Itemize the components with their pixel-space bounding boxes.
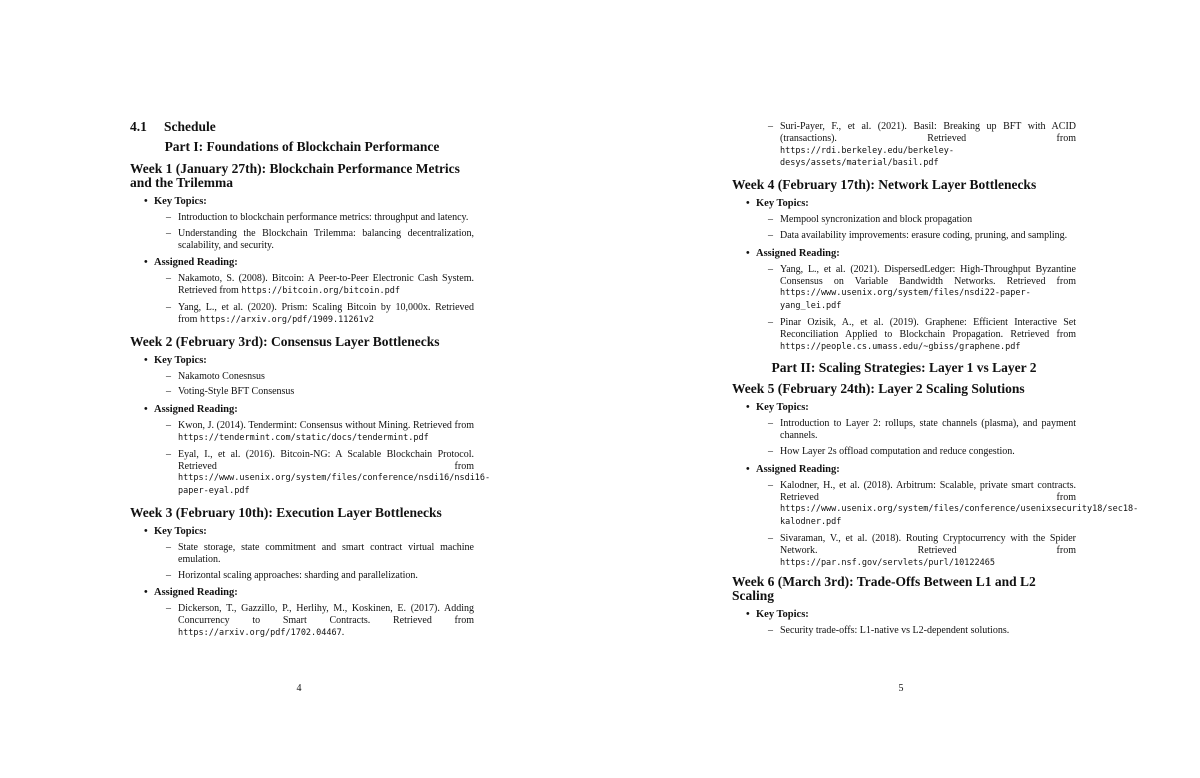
key-topics-group <box>144 526 474 581</box>
week-title: Week 2 (February 3rd): Consensus Layer Bottlenecks <box>130 333 440 349</box>
group-label: Key Topics: <box>154 525 207 537</box>
page-number: 4 <box>296 683 302 694</box>
reading-item <box>166 448 491 498</box>
week-list <box>130 161 491 640</box>
topic-text: Introduction to blockchain performance metrics: throughput and latency. <box>178 212 469 223</box>
bullet-marker: • <box>746 402 750 414</box>
group-label: Key Topics: <box>154 196 207 207</box>
reading-link[interactable]: https://www.usenix.org/system/files/conference/usenixsecurity18/sec18-kalodner.pdf <box>780 504 1139 528</box>
bullet-marker: • <box>144 257 148 269</box>
dash-marker: – <box>768 229 773 241</box>
group-label: Assigned Reading: <box>154 587 238 599</box>
dash-marker: – <box>166 603 171 615</box>
dash-marker: – <box>166 386 171 398</box>
topic-item <box>166 371 474 383</box>
dash-marker: – <box>166 301 171 313</box>
assigned-reading-heading <box>144 404 474 415</box>
topic-text: Mempool syncronization and block propagation <box>780 214 973 226</box>
key-topics-group <box>746 198 1076 242</box>
week-6-block <box>732 575 1076 637</box>
week-block <box>732 178 1076 353</box>
reading-item <box>166 420 474 445</box>
dash-marker: – <box>166 370 171 382</box>
assigned-reading-heading <box>144 257 474 268</box>
reading-list <box>768 121 1076 170</box>
group-label: Assigned Reading: <box>154 404 238 416</box>
dash-marker: – <box>768 445 773 457</box>
reading-citation: Kwon, J. (2014). Tendermint: Consensus without Mining. Retrieved from <box>178 420 474 432</box>
topic-list <box>768 625 1076 637</box>
topic-text: How Layer 2s offload computation and reduce congestion. <box>780 445 1015 457</box>
assigned-reading-group <box>144 587 474 639</box>
reading-citation: Eyal, I., et al. (2016). Bitcoin-NG: A Scalable Blockchain Protocol. Retrieved from <box>178 448 474 472</box>
bullet-marker: • <box>144 196 148 207</box>
topic-text: Security trade-offs: L1-native vs L2-dependent solutions. <box>780 625 1010 637</box>
reading-item <box>166 273 474 298</box>
page-number: 5 <box>898 683 904 694</box>
key-topics-heading <box>746 402 1076 413</box>
dash-marker: – <box>768 121 773 132</box>
dash-marker: – <box>166 227 171 239</box>
reading-item <box>768 264 1076 313</box>
bullet-marker: • <box>144 587 148 599</box>
dash-marker: – <box>768 418 773 430</box>
assigned-reading-group <box>746 248 1076 354</box>
week-title: Week 1 (January 27th): Blockchain Performance Metrics and the Trilemma <box>130 161 460 190</box>
topic-text: Introduction to Layer 2: rollups, state channels (plasma), and payment channels. <box>780 418 1076 442</box>
week-block <box>732 575 1076 637</box>
dash-marker: – <box>166 273 171 285</box>
topic-item <box>768 625 1076 637</box>
group-label: Assigned Reading: <box>154 257 238 269</box>
reading-list <box>166 420 491 498</box>
reading-link[interactable]: https://tendermint.com/static/docs/tendermint.pdf <box>178 432 429 443</box>
bullet-marker: • <box>746 609 750 621</box>
reading-link[interactable]: https://rdi.berkeley.edu/berkeley-desys/assets/material/basil.pdf <box>780 145 954 169</box>
key-topics-heading <box>144 196 474 207</box>
group-label: Assigned Reading: <box>756 463 840 475</box>
page-5 <box>600 0 1200 778</box>
key-topics-heading <box>144 355 474 366</box>
week-block <box>130 506 474 640</box>
topic-item <box>768 418 1076 442</box>
key-topics-group <box>746 402 1076 457</box>
dash-marker: – <box>768 532 773 544</box>
section-heading <box>130 119 474 135</box>
dash-marker: – <box>768 214 773 226</box>
bullet-marker: • <box>746 463 750 475</box>
week-title: Week 3 (February 10th): Execution Layer Bottlenecks <box>130 504 442 520</box>
reading-link[interactable]: https://people.cs.umass.edu/~gbiss/graphene.pdf <box>780 341 1021 352</box>
dash-marker: – <box>166 541 171 553</box>
reading-list <box>166 273 474 326</box>
reading-citation: Yang, L., et al. (2020). Prism: Scaling Bitcoin by 10,000x. Retrieved from <box>178 301 474 325</box>
group-label: Assigned Reading: <box>756 247 840 259</box>
topic-list <box>768 418 1076 457</box>
key-topics-group <box>144 196 474 251</box>
reading-list <box>768 479 1139 570</box>
section-title: Schedule <box>164 119 216 134</box>
reading-suffix: . <box>341 626 345 638</box>
bullet-marker: • <box>746 198 750 210</box>
reading-link[interactable]: https://arxiv.org/pdf/1702.04467 <box>178 627 342 638</box>
topic-list <box>166 542 474 581</box>
week-block <box>732 381 1139 569</box>
bullet-marker: • <box>746 247 750 259</box>
continued-readings <box>746 121 1076 170</box>
key-topics-heading <box>144 526 474 537</box>
bullet-marker: • <box>144 404 148 416</box>
reading-link[interactable]: https://bitcoin.org/bitcoin.pdf <box>241 286 400 297</box>
reading-list <box>166 603 474 639</box>
reading-item <box>768 317 1076 353</box>
week-5-block <box>732 381 1139 569</box>
week-title: Week 4 (February 17th): Network Layer Bottlenecks <box>732 177 1037 193</box>
assigned-reading-group <box>144 257 474 326</box>
reading-item <box>166 302 474 327</box>
bullet-marker: • <box>144 354 148 366</box>
reading-citation: Nakamoto, S. (2008). Bitcoin: A Peer-to-Peer Electronic Cash System. Retrieved from <box>178 273 474 297</box>
reading-item <box>166 603 474 639</box>
assigned-reading-group <box>144 404 491 498</box>
topic-list <box>166 212 474 251</box>
topic-item <box>768 446 1076 458</box>
topic-text: Nakamoto Conesnsus <box>178 370 265 382</box>
assigned-reading-heading <box>746 248 1076 259</box>
reading-citation: Sivaraman, V., et al. (2018). Routing Cryptocurrency with the Spider Network. Retrieved from <box>780 532 1076 556</box>
reading-link[interactable]: https://arxiv.org/pdf/1909.11261v2 <box>199 314 374 325</box>
group-label: Key Topics: <box>154 354 207 366</box>
dash-marker: – <box>166 420 171 432</box>
reading-link[interactable]: https://www.usenix.org/system/files/nsdi22-paper-yang_lei.pdf <box>780 288 1031 312</box>
part-title: Part II: Scaling Strategies: Layer 1 vs Layer 2 <box>771 360 1037 376</box>
page-5-column <box>732 121 1139 643</box>
topic-item <box>768 214 1076 226</box>
dash-marker: – <box>768 263 773 275</box>
topic-list <box>768 214 1076 242</box>
reading-item <box>768 479 1139 529</box>
topic-text: State storage, state commitment and smart contract virtual machine emulation. <box>178 541 474 565</box>
dash-marker: – <box>166 569 171 581</box>
assigned-reading-group <box>746 463 1139 570</box>
dash-marker: – <box>166 212 171 223</box>
topic-item <box>166 570 474 582</box>
page-4-column <box>130 119 491 646</box>
week-title: Week 5 (February 24th): Layer 2 Scaling Solutions <box>732 381 1025 397</box>
reading-citation: Suri-Payer, F., et al. (2021). Basil: Breaking up BFT with ACID (transactions). Retrieved from <box>780 121 1076 144</box>
group-label: Key Topics: <box>756 402 809 414</box>
key-topics-group <box>746 609 1076 637</box>
dash-marker: – <box>768 316 773 328</box>
topic-text: Data availability improvements: erasure coding, pruning, and sampling. <box>780 229 1068 241</box>
topic-item <box>166 212 474 224</box>
key-topics-group <box>144 355 474 399</box>
topic-text: Horizontal scaling approaches: sharding and parallelization. <box>178 569 418 581</box>
topic-list <box>166 371 474 399</box>
reading-citation: Pinar Ozisik, A., et al. (2019). Graphene: Efficient Interactive Set Reconciliation Applied to Blockchain Propagation. Retrieved from <box>780 316 1076 340</box>
reading-link[interactable]: https://par.nsf.gov/servlets/purl/10122465 <box>780 557 995 568</box>
week-title: Week 6 (March 3rd): Trade-Offs Between L1 and L2 Scaling <box>732 574 1036 604</box>
topic-item <box>768 230 1076 242</box>
reading-citation: Dickerson, T., Gazzillo, P., Herlihy, M., Koskinen, E. (2017). Adding Concurrency to Smart Contracts. Retrieved from <box>178 603 474 627</box>
reading-item <box>768 533 1076 569</box>
reading-link[interactable]: https://www.usenix.org/system/files/conference/nsdi16/nsdi16-paper-eyal.pdf <box>178 473 491 497</box>
week-block <box>130 162 474 327</box>
reading-citation: Yang, L., et al. (2021). DispersedLedger: High-Throughput Byzantine Consensus on Variable Bandwidth Networks. Retrieved from <box>780 263 1076 287</box>
assigned-reading-heading <box>746 464 1076 475</box>
dash-marker: – <box>166 448 171 460</box>
topic-item <box>166 542 474 566</box>
part-title: Part I: Foundations of Blockchain Performance <box>164 139 440 154</box>
reading-item <box>768 121 1076 170</box>
week-4-block <box>732 178 1076 353</box>
topic-item <box>166 386 474 398</box>
key-topics-heading <box>746 198 1076 209</box>
topic-item <box>166 228 474 252</box>
reading-list <box>768 264 1076 354</box>
bullet-marker: • <box>144 525 148 537</box>
section-number: 4.1 <box>130 119 147 134</box>
dash-marker: – <box>768 479 773 491</box>
topic-text: Voting-Style BFT Consensus <box>178 386 295 398</box>
topic-text: Understanding the Blockchain Trilemma: balancing decentralization, scalability, and security. <box>178 227 474 251</box>
dash-marker: – <box>768 625 773 637</box>
reading-citation: Kalodner, H., et al. (2018). Arbitrum: Scalable, private smart contracts. Retrieved from <box>780 479 1076 503</box>
key-topics-heading <box>746 609 1076 620</box>
group-label: Key Topics: <box>756 198 809 210</box>
group-label: Key Topics: <box>756 609 809 621</box>
week-block <box>130 333 491 498</box>
assigned-reading-heading <box>144 587 474 598</box>
